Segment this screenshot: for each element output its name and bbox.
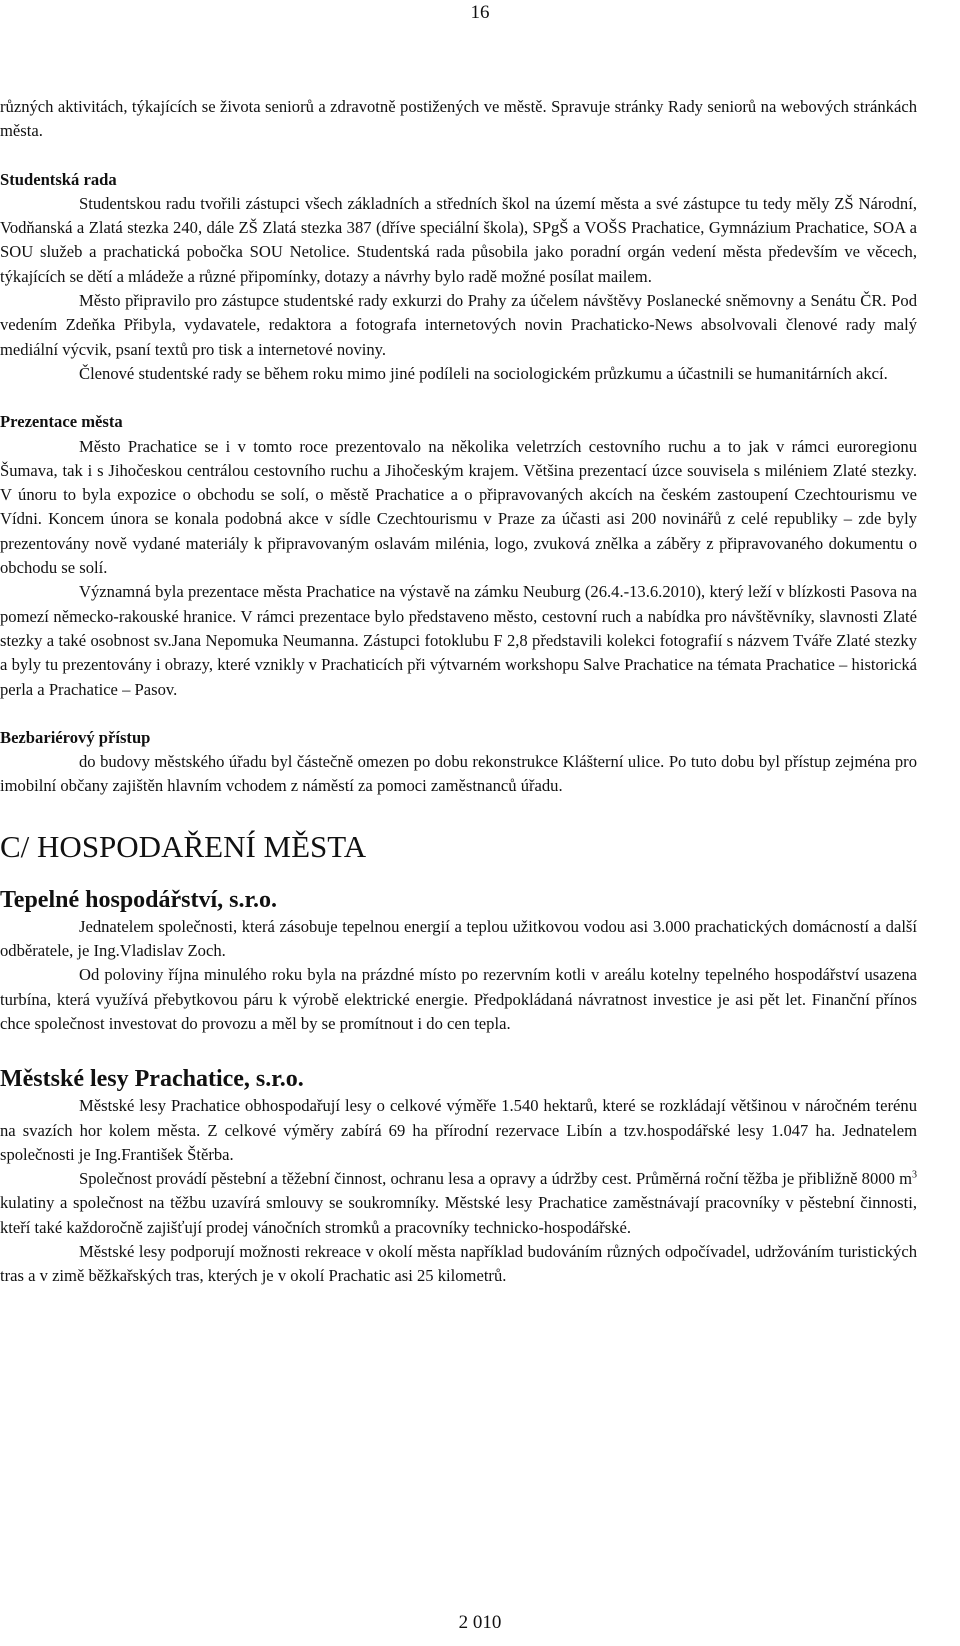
lesy-paragraph-3: Městské lesy podporují možnosti rekreace v okolí města například budováním různých odpočívadel, udržováním turistických tras a v zimě běžkařských tras, kterých je v okolí Prachatic asi 25 kilometrů. (0, 1241, 917, 1286)
tepelne-paragraph-1: Jednatelem společnosti, která zásobuje tepelnou energií a teplou užitkovou vodou asi 3.000 prachatických domácností a další odběratele, je Ing.Vladislav Zoch. (0, 916, 917, 961)
lesy-paragraph-2-text-a: Společnost provádí pěstební a těžební činnost, ochranu lesa a opravy a údržby cest. Průměrná roční těžba je přibližně 8000 m (79, 1169, 912, 1189)
section-heading-tepelne: Tepelné hospodářství, s.r.o. (0, 886, 277, 913)
cubic-superscript: 3 (912, 1169, 917, 1181)
page-footer-year: 2 010 (458, 1612, 502, 1633)
page-content (0, 95, 917, 1289)
lesy-paragraph-2-text-b: kulatiny a společnost na těžbu uzavírá smlouvy se soukromníky. Městské lesy Prachatice zaměstnávají pracovníky v pěstební činnosti, kteří také každoročně zajišťují prodej vánočních stromků a pracovníky technicko-hospodářské. (0, 1193, 917, 1237)
section-heading-studentska-rada: Studentská rada (0, 169, 117, 189)
studentska-rada-paragraph-2: Město připravilo pro zástupce studentské rady exkurzi do Prahy za účelem návštěvy Poslanecké sněmovny a Senátu ČR. Pod vedením Zdeňka Přibyla, vydavatele, redaktora a fotografa internetových novin Prachaticko-News absolvovali členové rady malý mediální výcvik, psaní textů pro tisk a internetové noviny. (0, 291, 917, 359)
page-number: 16 (470, 2, 490, 23)
lesy-paragraph-2 (0, 1167, 917, 1240)
section-heading-bezbarierovy: Bezbariérový přístup (0, 727, 151, 747)
chapter-title: C/ HOSPODAŘENÍ MĚSTA (0, 828, 367, 864)
bezbarierovy-paragraph-1: do budovy městského úřadu byl částečně omezen po dobu rekonstrukce Klášterní ulice. Po tuto dobu byl přístup zejména pro imobilní občany zajištěn hlavním vchodem z náměstí za pomoci zaměstnanců úřadu. (0, 752, 917, 796)
prezentace-paragraph-2: Významná byla prezentace města Prachatice na výstavě na zámku Neuburg (26.4.-13.6.2010), který leží v blízkosti Pasova na pomezí německo-rakouské hranice. V rámci prezentace bylo představeno město, cestovní ruch a nabídka pro návštěvníky, slavnosti Zlaté stezky a také osobnost sv.Jana Nepomuka Neumanna. Zástupci fotoklubu F 2,8 představili kolekci fotografií s názvem Tváře Zlaté stezky a byly tu prezentovány i obrazy, které vznikly v Prachaticích při výtvarném workshopu Salve Prachatice na témata Prachatice – historická perla a Prachatice – Pasov. (0, 582, 917, 699)
intro-continuation: různých aktivitách, týkajících se života seniorů a zdravotně postižených ve městě. Spravuje stránky Rady seniorů na webových stránkách města. (0, 97, 917, 141)
section-heading-prezentace: Prezentace města (0, 412, 123, 432)
studentska-rada-paragraph-1: Studentskou radu tvořili zástupci všech základních a středních škol na území města a své zástupce tu tedy měly ZŠ Národní, Vodňanská a Zlatá stezka 240, dále ZŠ Zlatá stezka 387 (dříve speciální škola), SPgŠ a VOŠS Prachatice, Gymnázium Prachatice, SOA a SOU služeb a prachatická pobočka SOU Netolice. Studentská rada působila jako poradní orgán vedení města především ve věcech, týkajících se dětí a mládeže a různé připomínky, dotazy a návrhy bylo radě možné posílat mailem. (0, 193, 917, 286)
lesy-paragraph-1: Městské lesy Prachatice obhospodařují lesy o celkové výměře 1.540 hektarů, které se rozkládají většinou v náročném terénu na svazích hor kolem města. Z celkové výměry zabírá 69 ha přírodní rezervace Libín a tzv.hospodářské lesy 1.047 ha. Jednatelem společnosti je Ing.František Štěrba. (0, 1096, 917, 1164)
tepelne-paragraph-2: Od poloviny října minulého roku byla na prázdné místo po rezervním kotli v areálu kotelny tepelného hospodářství usazena turbína, která využívá přebytkovou páru k výrobě elektrické energie. Předpokládaná návratnost investice je asi pět let. Finanční přínos chce společnost investovat do provozu a měl by se promítnout i do cen tepla. (0, 965, 917, 1033)
section-heading-lesy: Městské lesy Prachatice, s.r.o. (0, 1066, 304, 1093)
prezentace-paragraph-1: Město Prachatice se i v tomto roce prezentovalo na několika veletrzích cestovního ruchu a to jak v rámci euroregionu Šumava, tak i s Jihočeskou centrálou cestovního ruchu a Jihočeským krajem. Většina prezentací úzce souvisela s miléniem Zlaté stezky. V únoru to byla expozice o obchodu se solí, o městě Prachatice a o připravovaných akcích na českém zastoupení Czechtourismu ve Vídni. Koncem února se konala podobná akce v sídle Czechtourismu v Praze za účasti asi 200 novinářů z celé republiky – zde byly prezentovány nově vydané materiály k připravovaným oslavám milénia, logo, zvuková znělka a záběry z připravovaného dokumentu o obchodu se solí. (0, 436, 917, 578)
studentska-rada-paragraph-3: Členové studentské rady se během roku mimo jiné podíleli na sociologickém průzkumu a účastnili se humanitárních akcí. (79, 363, 888, 383)
